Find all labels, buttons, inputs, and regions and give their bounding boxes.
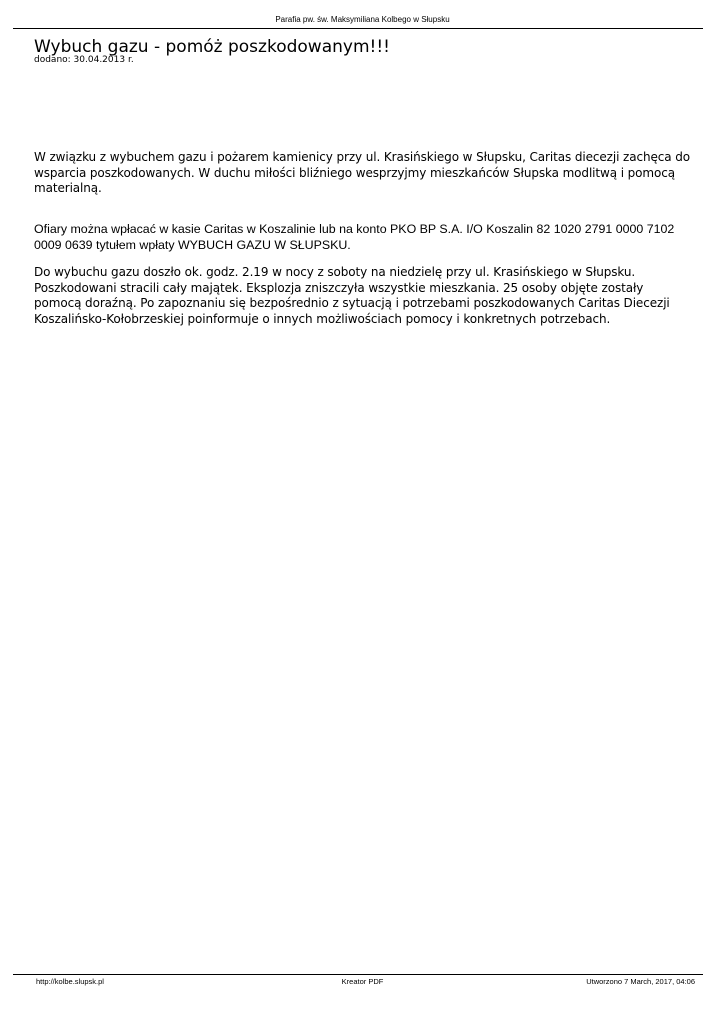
article-paragraph-details: Do wybuchu gazu doszło ok. godz. 2.19 w nocy z soboty na niedzielę przy ul. Krasińskiego w Słupsku. Poszkodowani stracili cały majątek. Eksplozja zniszczyła wszystkie mieszkania. 25 osoby objęte zostały pomocą doraźną. Po zapoznaniu się bezpośrednio z sytuacją i potrzebami poszkodowanych Caritas Diecezji Koszalińsko-Kołobrzeskiej poinformuje o innych możliwościach pomocy i konkretnych potrzebach.: [34, 265, 670, 326]
article-paragraph-appeal: W związku z wybuchem gazu i pożarem kamienicy przy ul. Krasińskiego w Słupsku, Caritas diecezji zachęca do wsparcia poszkodowanych. W duchu miłości bliźniego wesprzyjmy mieszkańców Słupska modlitwą i pomocą materialną.: [34, 150, 690, 196]
footer-created: Utworzono 7 March, 2017, 04:06: [586, 977, 695, 986]
article-title: Wybuch gazu - pomóż poszkodowanym!!!: [34, 37, 390, 57]
footer-divider: [13, 974, 703, 975]
page-header: Parafia pw. św. Maksymiliana Kolbego w Słupsku: [275, 15, 450, 24]
header-divider: [13, 28, 703, 29]
article-date: dodano: 30.04.2013 r.: [34, 55, 134, 65]
footer-generator: Kreator PDF: [341, 977, 384, 986]
footer-url: http://kolbe.slupsk.pl: [36, 977, 104, 986]
article-paragraph-donation: Ofiary można wpłacać w kasie Caritas w Koszalinie lub na konto PKO BP S.A. I/O Koszalin 82 1020 2791 0000 7102 0009 0639 tytułem wpłaty WYBUCH GAZU W SŁUPSKU.: [34, 222, 675, 252]
